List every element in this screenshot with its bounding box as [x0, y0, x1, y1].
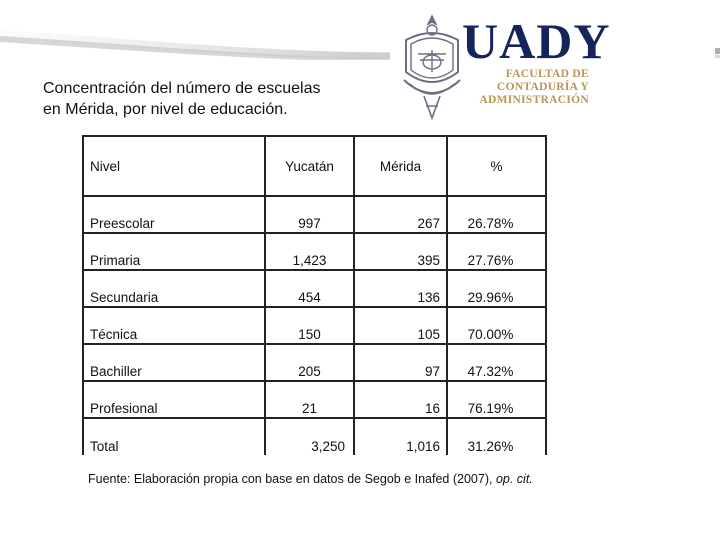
uady-wordmark: UADY: [462, 13, 611, 69]
cell-percent: 70.00%: [447, 307, 546, 344]
faculty-line-2: CONTADURÍA Y: [496, 81, 589, 93]
cell-nivel: Secundaria: [83, 270, 265, 307]
cell-nivel: Total: [83, 418, 265, 455]
table-row: [83, 344, 546, 381]
cell-yucatan: 205: [265, 344, 354, 381]
source-text: Fuente: Elaboración propia con base en datos de Segob e Inafed (2007),: [88, 472, 496, 486]
table-row-total: [83, 418, 546, 455]
cell-yucatan: 21: [265, 381, 354, 418]
cell-merida: 1,016: [354, 418, 447, 455]
source-note: [88, 472, 533, 486]
cell-merida: 136: [354, 270, 447, 307]
cell-merida: 97: [354, 344, 447, 381]
cell-merida: 267: [354, 196, 447, 233]
cell-percent: 27.76%: [447, 233, 546, 270]
cell-yucatan: 997: [265, 196, 354, 233]
table-row: [83, 307, 546, 344]
cell-nivel: Técnica: [83, 307, 265, 344]
faculty-line-3: ADMINISTRACIÓN: [479, 94, 589, 106]
university-seal-icon: [396, 10, 468, 122]
cell-percent: 76.19%: [447, 381, 546, 418]
header-yucatan: Yucatán: [265, 136, 354, 196]
cell-percent: 26.78%: [447, 196, 546, 233]
header-merida: Mérida: [354, 136, 447, 196]
cell-merida: 105: [354, 307, 447, 344]
header-percent: %: [447, 136, 546, 196]
table-header-row: [83, 136, 546, 196]
table-row: [83, 381, 546, 418]
schools-table: [82, 135, 547, 455]
cell-percent: 29.96%: [447, 270, 546, 307]
cell-merida: 395: [354, 233, 447, 270]
cell-merida: 16: [354, 381, 447, 418]
cell-yucatan: 454: [265, 270, 354, 307]
slide-title: [43, 78, 373, 120]
faculty-name: [474, 68, 589, 107]
cell-nivel: Bachiller: [83, 344, 265, 381]
cell-yucatan: 1,423: [265, 233, 354, 270]
title-line-1: Concentración del número de escuelas: [43, 80, 321, 97]
cell-nivel: Primaria: [83, 233, 265, 270]
header-nivel: Nivel: [83, 136, 265, 196]
cell-percent: 31.26%: [447, 418, 546, 455]
table-row: [83, 196, 546, 233]
cell-yucatan: 150: [265, 307, 354, 344]
cell-yucatan: 3,250: [265, 418, 354, 455]
table-row: [83, 233, 546, 270]
cell-percent: 47.32%: [447, 344, 546, 381]
title-line-2: en Mérida, por nivel de educación.: [43, 101, 288, 118]
cell-nivel: Profesional: [83, 381, 265, 418]
table-row: [83, 270, 546, 307]
faculty-line-1: FACULTAD DE: [505, 68, 589, 80]
source-citation: op. cit.: [495, 472, 533, 486]
cell-nivel: Preescolar: [83, 196, 265, 233]
